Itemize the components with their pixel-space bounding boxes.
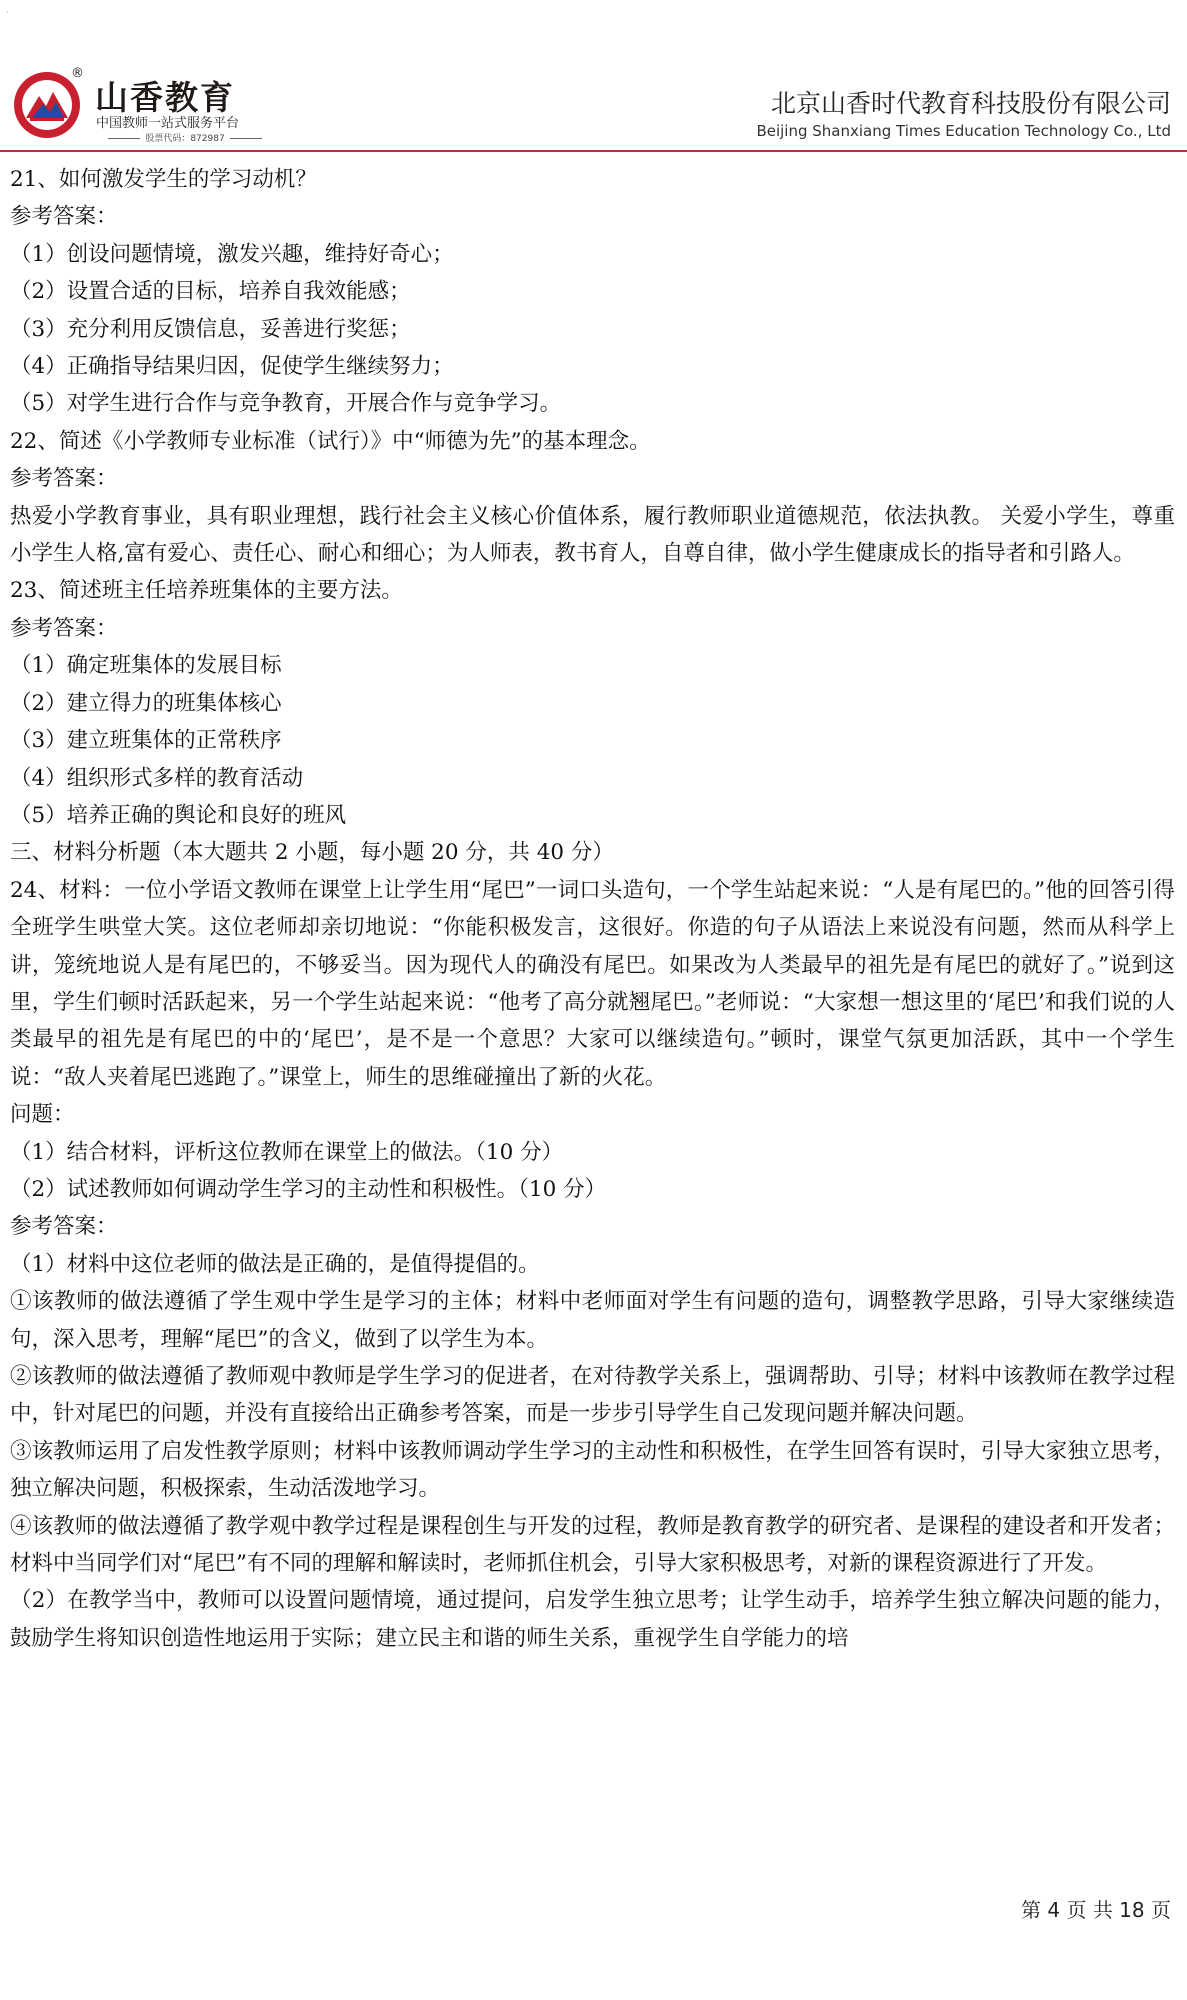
section-heading: 三、材料分析题（本大题共 2 小题，每小题 20 分，共 40 分） xyxy=(10,840,614,866)
question-22: 22、简述《小学教师专业标准（试行）》中“师德为先”的基本理念。 xyxy=(10,428,651,454)
answer-item: （5）培养正确的舆论和良好的班风 xyxy=(10,802,347,828)
answer-label: 参考答案： xyxy=(10,466,118,492)
answer-paragraph: 热爱小学教育事业，具有职业理想，践行社会主义核心价值体系，履行教师职业道德规范，依法执教。 关爱小学生，尊重小学生人格,富有爱心、责任心、耐心和细心；为人师表，教书育人，自尊自律，做小学生健康成长的指导者和引路人。 xyxy=(10,503,1175,567)
brand-stock-code-text: 股票代码：872987 xyxy=(145,134,225,144)
answer-item: （2）建立得力的班集体核心 xyxy=(10,690,282,716)
answer-item: （1）确定班集体的发展目标 xyxy=(10,653,282,679)
question-item: （2）试述教师如何调动学生学习的主动性和积极性。（10 分） xyxy=(10,1176,607,1202)
answer-paragraph: ①该教师的做法遵循了学生观中学生是学习的主体；材料中老师面对学生有问题的造句，调整教学思路，引导大家继续造句，深入思考，理解“尾巴”的含义，做到了以学生为本。 xyxy=(10,1289,1175,1352)
question-23: 23、简述班主任培养班集体的主要方法。 xyxy=(10,578,403,604)
brand-stock-code xyxy=(100,131,270,144)
page-header xyxy=(0,0,1187,150)
answer-item: （1）材料中这位老师的做法是正确的，是值得提倡的。 xyxy=(10,1251,540,1277)
answer-item: （4）组织形式多样的教育活动 xyxy=(10,765,304,791)
question-21: 21、如何激发学生的学习动机？ xyxy=(10,167,317,192)
answer-item: （4）正确指导结果归因，促使学生继续努力； xyxy=(10,354,454,380)
brand-name: 山香教育 xyxy=(95,78,235,117)
answer-item: （3）充分利用反馈信息，妥善进行奖惩； xyxy=(10,316,411,342)
registered-mark: ® xyxy=(71,66,84,81)
brand-subtitle: 中国教师一站式服务平台 xyxy=(96,116,240,131)
answer-paragraph: ③该教师运用了启发性教学原则；材料中该教师调动学生学习的主动性和积极性，在学生回答有误时，引导大家独立思考，独立解决问题，积极探索，生动活泼地学习。 xyxy=(10,1438,1175,1502)
answer-item: （5）对学生进行合作与竞争教育，开展合作与竞争学习。 xyxy=(10,391,562,417)
document-body xyxy=(10,161,1175,1657)
question-item: （1）结合材料，评析这位教师在课堂上的做法。（10 分） xyxy=(10,1139,564,1165)
answer-label: 参考答案： xyxy=(10,1214,118,1240)
question-24-material: 24、材料：一位小学语文教师在课堂上让学生用“尾巴”一词口头造句，一个学生站起来说：“人是有尾巴的。”他的回答引得全班学生哄堂大笑。这位老师却亲切地说：“你能积极发言，这很好。你造的句子从语法上来说没有问题，然而从科学上讲，笼统地说人是有尾巴的，不够妥当。因为现代人的确没有尾巴。如果改为人类最早的祖先是有尾巴的就好了。”说到这里，学生们顿时活跃起来，另一个学生站起来说：“他考了高分就翘尾巴。”老师说：“大家想一想这里的‘尾巴’和我们说的人类最早的祖先是有尾巴的中的‘尾巴’，是不是一个意思？大家可以继续造句。”顿时，课堂气氛更加活跃，其中一个学生说：“敌人夹着尾巴逃跑了。”课堂上，师生的思维碰撞出了新的火花。 xyxy=(10,877,1175,1090)
answer-item: （1）创设问题情境，激发兴趣，维持好奇心； xyxy=(10,241,454,267)
company-name-en: Beijing Shanxiang Times Education Technology Co., Ltd xyxy=(756,122,1171,140)
answer-label: 参考答案： xyxy=(10,615,118,641)
answer-item: （2）设置合适的目标，培养自我效能感； xyxy=(10,279,411,305)
page-number: 第 4 页 共 18 页 xyxy=(1021,1898,1171,1922)
company-name-cn: 北京山香时代教育科技股份有限公司 xyxy=(770,89,1171,118)
corner-mark: · xyxy=(6,8,9,17)
answer-label: 参考答案： xyxy=(10,204,118,230)
answer-paragraph: ④该教师的做法遵循了教学观中教学过程是课程创生与开发的过程，教师是教育教学的研究者、是课程的建设者和开发者；材料中当同学们对“尾巴”有不同的理解和解读时，老师抓住机会，引导大家积极思考，对新的课程资源进行了开发。 xyxy=(10,1513,1175,1577)
answer-paragraph: ②该教师的做法遵循了教师观中教师是学生学习的促进者，在对待教学关系上，强调帮助、引导；材料中该教师在教学过程中，针对尾巴的问题，并没有直接给出正确参考答案，而是一步步引导学生自己发现问题并解决问题。 xyxy=(10,1364,1175,1427)
answer-paragraph: （2）在教学当中，教师可以设置问题情境，通过提问，启发学生独立思考；让学生动手，培养学生独立解决问题的能力，鼓励学生将知识创造性地运用于实际；建立民主和谐的师生关系，重视学生自学能力的培 xyxy=(10,1588,1175,1651)
answer-item: （3）建立班集体的正常秩序 xyxy=(10,728,282,754)
header-divider xyxy=(0,150,1187,152)
question-label: 问题： xyxy=(10,1102,75,1128)
